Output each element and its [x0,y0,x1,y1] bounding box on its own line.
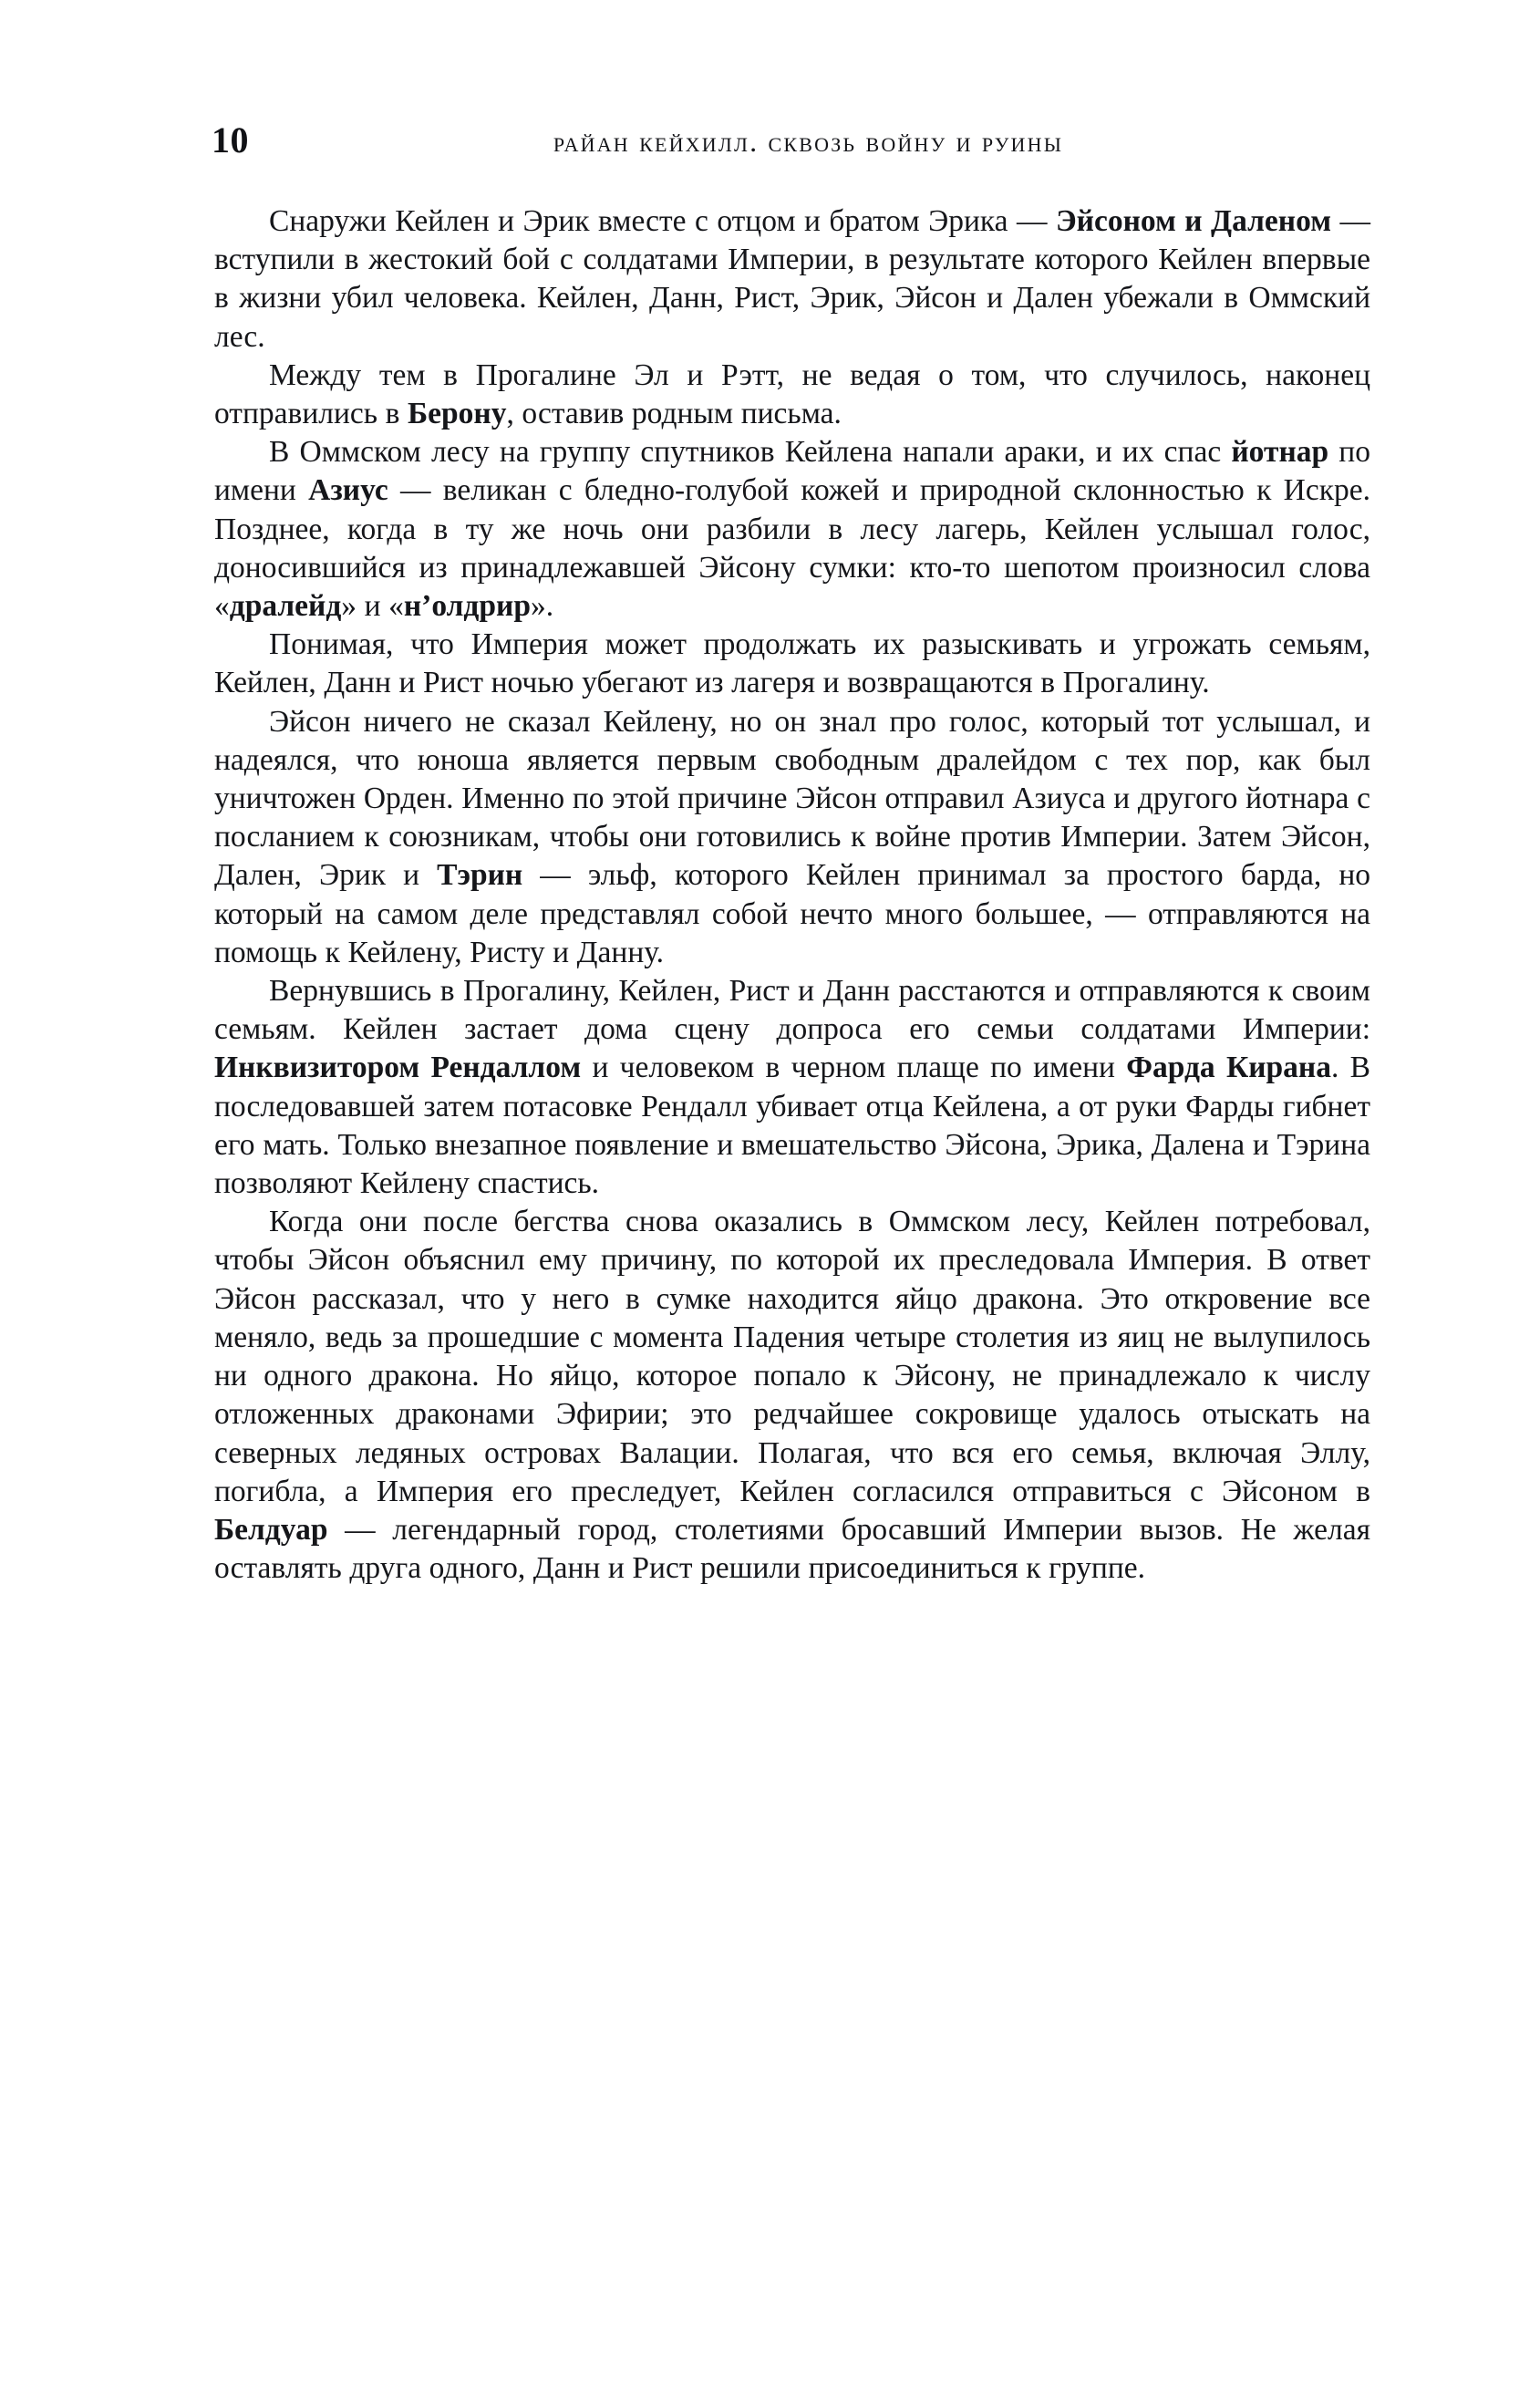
text-run: » и « [341,589,404,624]
emphasis-term: Фарда Кирана [1126,1051,1331,1085]
page-number: 10 [212,119,249,161]
text-run: и человеком в черном плаще по имени [581,1051,1127,1085]
text-run: В Оммском лесу на группу спутников Кейлена напали араки, и их спас [269,435,1232,470]
text-run: , оставив родным письма. [506,397,842,431]
text-run: Эйсон ничего не сказал Кейлену, но он знал про голос, который тот услышал, и надеялся, что юноша является первым свободным дралейдом с тех пор, как был уничтожен Орден. Именно по этой причине Эйсон отправил Азиуса и другого йотнара с посланием к союзникам, чтобы они готовились к войне против Империи. Затем Эйсон, Дален, Эрик и [214,704,1370,893]
text-run: . В последовавшей затем потасовке Рендалл убивает отца Кейлена, а от руки Фарды гибнет его мать. Только внезапное появление и вмешательство Эйсона, Эрика, Далена и Тэрина позволяют Кейлену спастись. [214,1051,1371,1201]
emphasis-term: Эйсоном и Даленом [1055,204,1332,238]
emphasis-term: Тэрин [437,858,523,893]
emphasis-term: дралейд [229,589,342,624]
text-run: — эльф, которого Кейлен принимал за простого барда, но который на самом деле представлял собой нечто много большее, — отправляются на помощь к Кейлену, Ристу и Данну. [214,858,1371,969]
text-run: — вступили в жестокий бой с солдатами Империи, в результате которого Кейлен впервые в жизни убил человека. Кейлен, Данн, Рист, Эрик, Эйсон и Дален убежали в Оммский лес. [214,204,1370,354]
text-run: по имени [214,435,1370,508]
paragraph-p5 [214,703,1370,972]
emphasis-term: йотнар [1231,435,1329,470]
body-text-block [214,202,1370,1588]
emphasis-term: Белдуар [214,1512,328,1547]
text-run: Когда они после бегства снова оказались в Оммском лесу, Кейлен потребовал, чтобы Эйсон объяснил ему причину, по которой их преследовала Империя. В ответ Эйсон рассказал, что у него в сумке находится яйцо дракона. Это откровение все меняло, ведь за прошедшие с момента Падения четыре столетия из яиц не вылупилось ни одного дракона. Но яйцо, которое попало к Эйсону, не принадлежало к числу отложенных драконами Эфирии; это редчайшее сокровище удалось отыскать на северных ледяных островах Валации. Полагая, что вся его семья, включая Эллу, погибла, а Империя его преследует, Кейлен согласился отправиться с Эйсоном в [214,1205,1370,1508]
text-run: — легендарный город, столетиями бросавший Империи вызов. Не желая оставлять друга одного, Данн и Рист решили присоединиться к группе. [214,1512,1370,1586]
paragraph-p3 [214,433,1370,626]
text-run: Вернувшись в Прогалину, Кейлен, Рист и Данн расстаются и отправляются к своим семьям. Кейлен застает дома сцену допроса его семьи солдатами Империи: [214,974,1370,1047]
text-run: Понимая, что Империя может продолжать их разыскивать и угрожать семьям, Кейлен, Данн и Рист ночью убегают из лагеря и возвращаются в Прогалину. [214,627,1370,700]
paragraph-p7 [214,1203,1370,1588]
text-run: Снаружи Кейлен и Эрик вместе с отцом и братом Эрика — [269,204,1056,238]
running-head [0,117,1540,164]
text-run: — великан с бледно-голубой кожей и природной склонностью к Искре. Позднее, когда в ту же ночь они разбили в лесу лагерь, Кейлен услышал голос, доносившийся из принадлежавшей Эйсону сумки: кто-то шепотом произносил слова « [214,473,1370,624]
emphasis-term: Азиус [308,473,388,508]
paragraph-p6 [214,972,1370,1203]
emphasis-term: Инквизитором Рендаллом [214,1051,582,1085]
paragraph-p2 [214,357,1370,433]
emphasis-term: Берону [408,397,507,431]
running-head-title: райан кейхилл. сквозь войну и руины [553,125,1064,158]
text-run: ». [530,589,554,624]
emphasis-term: н’олдрир [403,589,531,624]
text-run: Между тем в Прогалине Эл и Рэтт, не ведая о том, что случилось, наконец отправились в [214,357,1370,431]
paragraph-p1 [214,202,1370,357]
paragraph-p4 [214,626,1370,702]
